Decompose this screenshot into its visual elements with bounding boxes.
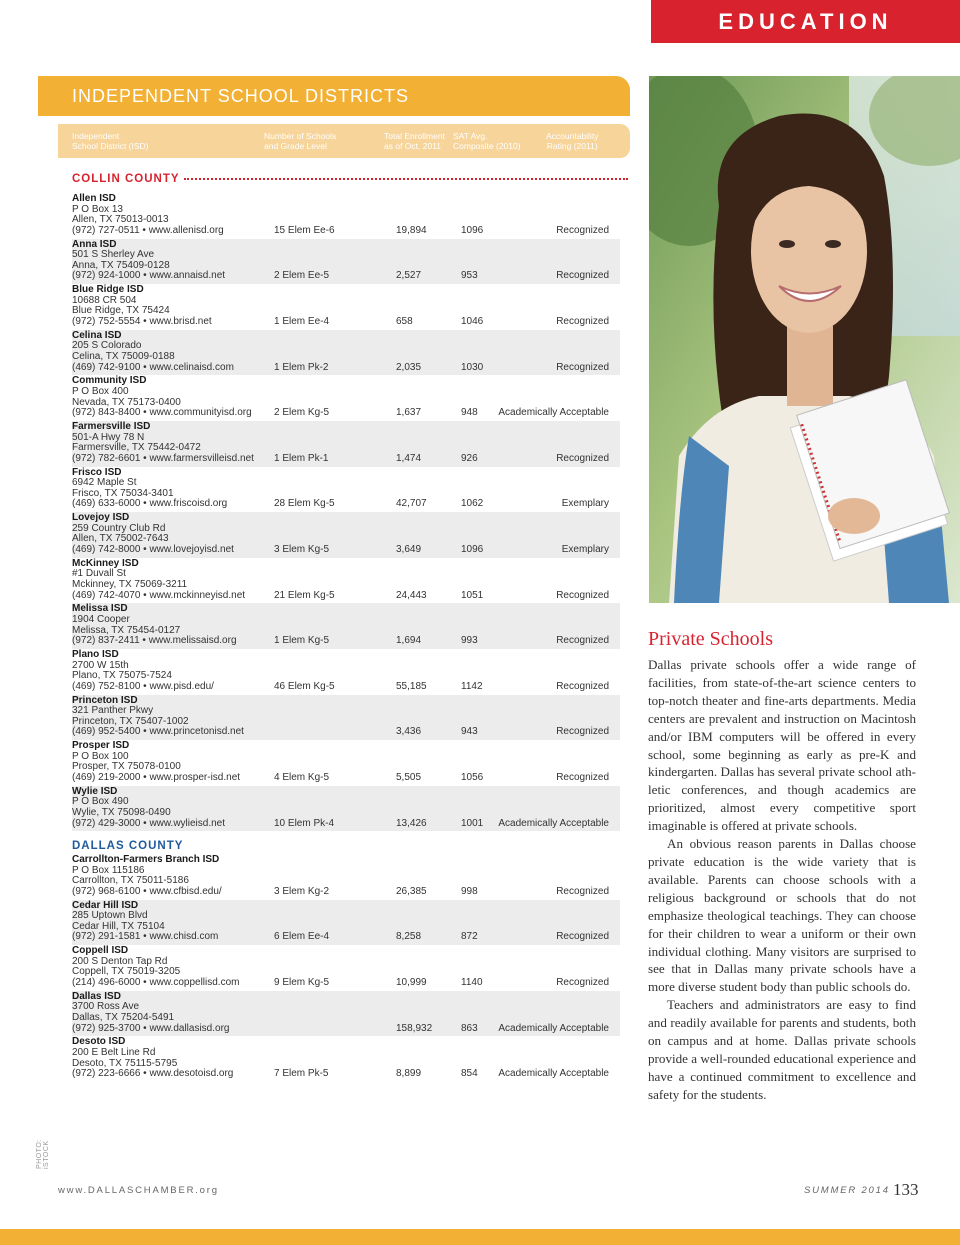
district-city: Plano, TX 75075-7524 xyxy=(72,670,172,682)
district-contact: (469) 752-8100 • www.pisd.edu/ xyxy=(72,680,214,692)
district-name: Prosper ISD xyxy=(72,740,130,752)
district-sat: 863 xyxy=(461,1022,478,1034)
table-row xyxy=(72,375,620,421)
district-enrollment: 55,185 xyxy=(396,680,427,692)
district-address: 200 S Denton Tap Rd xyxy=(72,955,168,967)
district-address: 321 Panther Pkwy xyxy=(72,705,154,717)
table-row xyxy=(72,193,620,239)
header-schools: Number of Schools and Grade Level xyxy=(264,131,337,151)
district-schools: 46 Elem Kg-5 xyxy=(274,680,335,692)
district-address: 3700 Ross Ave xyxy=(72,1001,140,1013)
district-rating: Academically Acceptable xyxy=(498,1022,609,1034)
collin-county-rows xyxy=(72,193,620,831)
header-district: Independent School District (ISD) xyxy=(72,131,149,151)
district-contact: (469) 952-5400 • www.princetonisd.net xyxy=(72,726,244,738)
table-row xyxy=(72,900,620,946)
district-city: Coppell, TX 75019-3205 xyxy=(72,966,181,978)
district-schools: 2 Elem Kg-5 xyxy=(274,407,330,419)
district-contact: (972) 727-0511 • www.allenisd.org xyxy=(72,224,224,236)
district-enrollment: 3,649 xyxy=(396,543,422,555)
district-contact: (972) 782-6601 • www.farmersvilleisd.net xyxy=(72,452,254,464)
student-photo-illustration xyxy=(649,76,960,603)
district-sat: 1140 xyxy=(461,976,483,988)
district-enrollment: 24,443 xyxy=(396,589,427,601)
district-schools: 1 Elem Pk-1 xyxy=(274,452,329,464)
district-sat: 993 xyxy=(461,635,478,647)
district-contact: (972) 968-6100 • www.cfbisd.edu/ xyxy=(72,885,222,897)
district-name: Anna ISD xyxy=(72,238,117,250)
district-schools: 21 Elem Kg-5 xyxy=(274,589,335,601)
table-row xyxy=(72,854,620,900)
district-enrollment: 13,426 xyxy=(396,817,427,829)
district-address: 259 Country Club Rd xyxy=(72,522,166,534)
district-name: Carrollton-Farmers Branch ISD xyxy=(72,854,220,865)
district-contact: (972) 837-2411 • www.melissaisd.org xyxy=(72,635,237,647)
district-name: Farmersville ISD xyxy=(72,420,151,432)
district-enrollment: 2,527 xyxy=(396,270,422,282)
district-address: 6942 Maple St xyxy=(72,477,137,489)
district-city: Frisco, TX 75034-3401 xyxy=(72,487,174,499)
district-address: 10688 CR 504 xyxy=(72,294,137,306)
district-city: Dallas, TX 75204-5491 xyxy=(72,1011,175,1023)
district-address: 501-A Hwy 78 N xyxy=(72,431,145,443)
district-address: 200 E Belt Line Rd xyxy=(72,1046,156,1058)
county-heading-collin: COLLIN COUNTY xyxy=(72,172,628,186)
footer-issue: SUMMER 2014 xyxy=(804,1185,890,1196)
district-rating: Recognized xyxy=(556,315,609,327)
district-sat: 1062 xyxy=(461,498,484,510)
district-city: Farmersville, TX 75442-0472 xyxy=(72,442,201,454)
district-contact: (972) 752-5554 • www.brisd.net xyxy=(72,315,212,327)
district-contact: (972) 429-3000 • www.wylieisd.net xyxy=(72,817,226,829)
district-enrollment: 26,385 xyxy=(396,885,427,897)
district-rating: Recognized xyxy=(556,976,609,988)
table-row xyxy=(72,603,620,649)
district-rating: Recognized xyxy=(556,635,609,647)
table-row xyxy=(72,740,620,786)
district-name: Cedar Hill ISD xyxy=(72,899,139,911)
district-rating: Recognized xyxy=(556,885,609,897)
district-name: McKinney ISD xyxy=(72,557,139,569)
district-schools: 4 Elem Kg-5 xyxy=(274,771,330,783)
district-address: P O Box 490 xyxy=(72,796,129,808)
district-address: 205 S Colorado xyxy=(72,340,142,352)
district-sat: 854 xyxy=(461,1068,478,1080)
district-schools: 6 Elem Ee-4 xyxy=(274,931,330,943)
district-enrollment: 5,505 xyxy=(396,771,422,783)
district-sat: 1096 xyxy=(461,543,484,555)
dotted-rule xyxy=(184,178,628,180)
district-sat: 1056 xyxy=(461,771,484,783)
district-sat: 1051 xyxy=(461,589,484,601)
district-sat: 1001 xyxy=(461,817,484,829)
district-enrollment: 1,474 xyxy=(396,452,422,464)
district-rating: Exemplary xyxy=(561,543,609,555)
district-name: Plano ISD xyxy=(72,648,119,660)
district-address: P O Box 115186 xyxy=(72,864,145,876)
header-rating: Accountability Rating (2011) xyxy=(546,131,599,151)
district-city: Melissa, TX 75454-0127 xyxy=(72,624,181,636)
table-row xyxy=(72,991,620,1037)
district-rating: Recognized xyxy=(556,452,609,464)
district-address: #1 Duvall St xyxy=(72,568,126,580)
district-name: Celina ISD xyxy=(72,329,122,341)
district-name: Community ISD xyxy=(72,375,147,387)
district-sat: 998 xyxy=(461,885,478,897)
district-schools: 28 Elem Kg-5 xyxy=(274,498,335,510)
bottom-color-bar xyxy=(0,1229,960,1245)
header-sat: SAT Avg. Composite (2010) xyxy=(453,131,521,151)
table-row xyxy=(72,1036,620,1082)
district-name: Melissa ISD xyxy=(72,603,128,615)
district-name: Coppell ISD xyxy=(72,945,129,957)
district-rating: Recognized xyxy=(556,589,609,601)
district-sat: 1096 xyxy=(461,224,484,236)
district-enrollment: 3,436 xyxy=(396,726,422,738)
district-enrollment: 1,694 xyxy=(396,635,422,647)
district-enrollment: 19,894 xyxy=(396,224,427,236)
page-number: 133 xyxy=(893,1180,919,1199)
table-row xyxy=(72,330,620,376)
district-enrollment: 10,999 xyxy=(396,976,427,988)
article-paragraph: Dallas private schools offer a wide range of facilities, from state-of-the-art science centers to top-notch theater and fine-arts departments. Media centers are prevalent and instruction on Macintosh and/or IBM computers will be offered in every school, some beginning as early as pre-K and kindergarten. Dallas has several private school athletic conferences, and though academics are prioritized, almost every competitive sport imaginable is offered at private schools. xyxy=(648,657,916,834)
district-address: 501 S Sherley Ave xyxy=(72,249,155,261)
district-contact: (469) 742-9100 • www.celinaisd.com xyxy=(72,361,234,373)
district-name: Wylie ISD xyxy=(72,785,118,797)
district-name: Frisco ISD xyxy=(72,466,122,478)
district-name: Allen ISD xyxy=(72,193,116,204)
district-sat: 872 xyxy=(461,931,478,943)
district-city: Princeton, TX 75407-1002 xyxy=(72,715,189,727)
table-row xyxy=(72,786,620,832)
table-row xyxy=(72,558,620,604)
district-enrollment: 658 xyxy=(396,315,413,327)
student-photo xyxy=(649,76,960,603)
table-row xyxy=(72,945,620,991)
column-headers xyxy=(58,124,630,158)
footer-website: www.DALLASCHAMBER.org xyxy=(58,1185,219,1196)
district-enrollment: 158,932 xyxy=(396,1022,433,1034)
article-paragraph: Teachers and administrators are easy to find and readily available for parents and students, both on campus and at home. Dallas private schools provide a well-rounded educational experience and have a continued commitment to excellence and safety for the students. xyxy=(648,997,916,1102)
district-enrollment: 42,707 xyxy=(396,498,427,510)
district-city: Prosper, TX 75078-0100 xyxy=(72,761,181,773)
district-city: Mckinney, TX 75069-3211 xyxy=(72,578,188,590)
district-contact: (469) 633-6000 • www.friscoisd.org xyxy=(72,498,228,510)
district-address: 285 Uptown Blvd xyxy=(72,910,148,922)
district-enrollment: 2,035 xyxy=(396,361,422,373)
district-rating: Academically Acceptable xyxy=(498,817,609,829)
district-city: Celina, TX 75009-0188 xyxy=(72,350,175,362)
table-row xyxy=(72,512,620,558)
district-city: Anna, TX 75409-0128 xyxy=(72,259,170,271)
district-sat: 1142 xyxy=(461,680,483,692)
district-rating: Exemplary xyxy=(561,498,609,510)
district-rating: Recognized xyxy=(556,931,609,943)
county-heading-dallas: DALLAS COUNTY xyxy=(72,840,184,852)
header-enrollment: Total Enrollment as of Oct. 2011 xyxy=(384,131,445,151)
district-contact: (972) 291-1581 • www.chisd.com xyxy=(72,931,219,943)
article-paragraph: An obvious reason parents in Dallas choose private education is the wide variety that is available. Parents can choose schools with a religious background or schools that do not emphasize theological teachings. They can choose for their children to wear a uniform or their own individual clothing. Many visitors are surprised to see that in Dallas many private schools have a more diverse student body than public schools do. xyxy=(648,836,916,995)
district-contact: (972) 924-1000 • www.annaisd.net xyxy=(72,270,226,282)
district-enrollment: 1,637 xyxy=(396,407,422,419)
table-row xyxy=(72,421,620,467)
district-rating: Recognized xyxy=(556,270,609,282)
district-rating: Recognized xyxy=(556,771,609,783)
district-sat: 943 xyxy=(461,726,478,738)
table-row xyxy=(72,695,620,741)
district-address: 1904 Cooper xyxy=(72,613,130,625)
table-row xyxy=(72,284,620,330)
district-address: P O Box 400 xyxy=(72,385,129,397)
district-schools: 7 Elem Pk-5 xyxy=(274,1068,329,1080)
district-city: Blue Ridge, TX 75424 xyxy=(72,305,170,317)
dallas-county-rows xyxy=(72,854,620,1082)
district-name: Desoto ISD xyxy=(72,1036,126,1048)
district-city: Carrollton, TX 75011-5186 xyxy=(72,875,189,887)
district-city: Cedar Hill, TX 75104 xyxy=(72,920,165,932)
district-address: 2700 W 15th xyxy=(72,659,129,671)
district-rating: Academically Acceptable xyxy=(498,407,609,419)
district-schools: 9 Elem Kg-5 xyxy=(274,976,330,988)
article-body xyxy=(648,656,916,1104)
district-rating: Recognized xyxy=(556,361,609,373)
district-enrollment: 8,258 xyxy=(396,931,422,943)
district-schools: 1 Elem Ee-4 xyxy=(274,315,330,327)
district-sat: 948 xyxy=(461,407,478,419)
district-sat: 926 xyxy=(461,452,478,464)
table-title: INDEPENDENT SCHOOL DISTRICTS xyxy=(72,85,410,106)
district-sat: 1046 xyxy=(461,315,484,327)
district-city: Wylie, TX 75098-0490 xyxy=(72,806,171,818)
district-city: Allen, TX 75013-0013 xyxy=(72,214,169,226)
district-city: Nevada, TX 75173-0400 xyxy=(72,396,181,408)
district-contact: (469) 742-8000 • www.lovejoyisd.net xyxy=(72,543,234,555)
district-sat: 1030 xyxy=(461,361,484,373)
district-rating: Recognized xyxy=(556,726,609,738)
district-schools: 3 Elem Kg-5 xyxy=(274,543,330,555)
district-name: Lovejoy ISD xyxy=(72,512,130,524)
district-schools: 2 Elem Ee-5 xyxy=(274,270,330,282)
district-contact: (972) 925-3700 • www.dallasisd.org xyxy=(72,1022,230,1034)
district-name: Dallas ISD xyxy=(72,990,121,1002)
district-sat: 953 xyxy=(461,270,478,282)
district-contact: (469) 219-2000 • www.prosper-isd.net xyxy=(72,771,241,783)
district-address: P O Box 100 xyxy=(72,750,129,762)
district-schools: 1 Elem Pk-2 xyxy=(274,361,329,373)
table-row xyxy=(72,649,620,695)
table-title-banner xyxy=(38,76,630,116)
district-contact: (972) 223-6666 • www.desotoisd.org xyxy=(72,1068,234,1080)
section-tab: EDUCATION xyxy=(651,0,960,43)
district-schools: 10 Elem Pk-4 xyxy=(274,817,335,829)
district-schools: 3 Elem Kg-2 xyxy=(274,885,330,897)
district-schools: 15 Elem Ee-6 xyxy=(274,224,335,236)
table-row xyxy=(72,239,620,285)
district-name: Blue Ridge ISD xyxy=(72,284,144,296)
district-rating: Recognized xyxy=(556,224,609,236)
article-title: Private Schools xyxy=(648,628,773,650)
district-city: Allen, TX 75002-7643 xyxy=(72,533,169,545)
district-contact: (214) 496-6000 • www.coppellisd.com xyxy=(72,976,240,988)
district-contact: (469) 742-4070 • www.mckinneyisd.net xyxy=(72,589,246,601)
district-address: P O Box 13 xyxy=(72,203,123,215)
district-schools: 1 Elem Kg-5 xyxy=(274,635,330,647)
photo-credit: PHOTO: iSTOCK xyxy=(36,1139,50,1169)
district-enrollment: 8,899 xyxy=(396,1068,422,1080)
district-name: Princeton ISD xyxy=(72,694,138,706)
district-rating: Recognized xyxy=(556,680,609,692)
district-city: Desoto, TX 75115-5795 xyxy=(72,1057,178,1069)
district-rating: Academically Acceptable xyxy=(498,1068,609,1080)
district-contact: (972) 843-8400 • www.communityisd.org xyxy=(72,407,252,419)
table-row xyxy=(72,467,620,513)
